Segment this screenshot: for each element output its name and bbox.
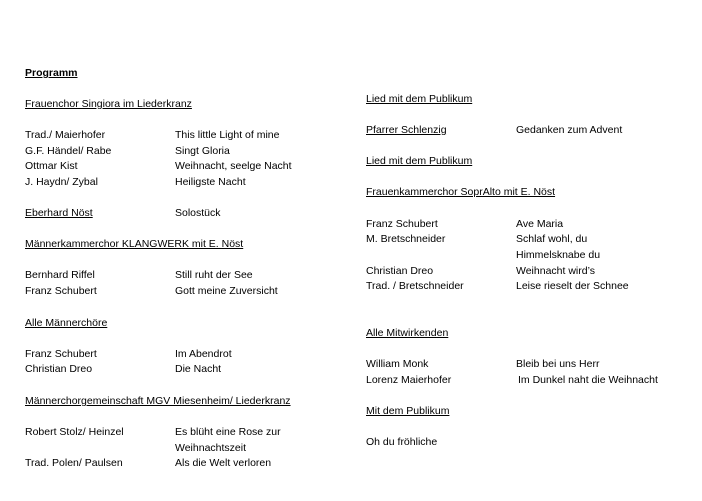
- composer: Trad. Polen/ Paulsen: [25, 457, 123, 469]
- piece: Leise rieselt der Schnee: [516, 280, 629, 292]
- composer: Christian Dreo: [366, 265, 434, 277]
- composer: J. Haydn/ Zybal: [25, 176, 98, 188]
- piece: Gedanken zum Advent: [516, 124, 623, 136]
- composer: G.F. Händel/ Rabe: [25, 145, 112, 157]
- section-heading-frauenchor: Frauenchor Singiora im Liederkranz: [25, 98, 192, 110]
- piece: Ave Maria: [516, 218, 564, 230]
- piece-continued: Himmelsknabe du: [516, 249, 601, 261]
- composer: William Monk: [366, 358, 429, 370]
- piece: Still ruht der See: [175, 269, 253, 281]
- piece: Als die Welt verloren: [175, 457, 272, 469]
- composer: Franz Schubert: [25, 348, 97, 360]
- section-heading-solist: Eberhard Nöst: [25, 207, 93, 219]
- piece: Weihnacht, seelge Nacht: [175, 160, 292, 172]
- composer: Trad./ Maierhofer: [25, 129, 106, 141]
- section-heading-pfarrer: Pfarrer Schlenzig: [366, 124, 447, 136]
- composer: Franz Schubert: [25, 285, 97, 297]
- section-heading-lied-publikum-2: Lied mit dem Publikum: [366, 155, 473, 167]
- piece: Gott meine Zuversicht: [175, 285, 278, 297]
- piece: Singt Gloria: [175, 145, 230, 157]
- composer: Lorenz Maierhofer: [366, 374, 452, 386]
- piece: Schlaf wohl, du: [516, 233, 588, 245]
- piece: Heiligste Nacht: [175, 176, 246, 188]
- closing-piece: Oh du fröhliche: [366, 436, 438, 448]
- composer: Robert Stolz/ Heinzel: [25, 426, 124, 438]
- piece: Es blüht eine Rose zur: [175, 426, 281, 438]
- section-heading-klangwerk: Männerkammerchor KLANGWERK mit E. Nöst: [25, 238, 244, 250]
- piece-continued: Weihnachtszeit: [175, 442, 247, 454]
- piece: Weihnacht wird’s: [516, 265, 595, 277]
- piece: Im Abendrot: [175, 348, 232, 360]
- page-title: Programm: [25, 67, 78, 79]
- section-heading-lied-publikum: Lied mit dem Publikum: [366, 93, 473, 105]
- piece: This little Light of mine: [175, 129, 280, 141]
- composer: Trad. / Bretschneider: [366, 280, 464, 292]
- composer: Christian Dreo: [25, 363, 93, 375]
- piece: Bleib bei uns Herr: [516, 358, 600, 370]
- composer: M. Bretschneider: [366, 233, 446, 245]
- section-heading-alle-mitwirkenden: Alle Mitwirkenden: [366, 327, 449, 339]
- section-heading-sopralto: Frauenkammerchor SoprAlto mit E. Nöst: [366, 186, 556, 198]
- section-heading-mit-publikum: Mit dem Publikum: [366, 405, 450, 417]
- composer: Franz Schubert: [366, 218, 438, 230]
- section-heading-maennerchoere: Alle Männerchöre: [25, 317, 108, 329]
- piece: Solostück: [175, 207, 221, 219]
- section-heading-mgv: Männerchorgemeinschaft MGV Miesenheim/ Liederkranz: [25, 395, 291, 407]
- piece: Die Nacht: [175, 363, 222, 375]
- piece: Im Dunkel naht die Weihnacht: [518, 374, 658, 386]
- composer: Bernhard Riffel: [25, 269, 95, 281]
- composer: Ottmar Kist: [25, 160, 78, 172]
